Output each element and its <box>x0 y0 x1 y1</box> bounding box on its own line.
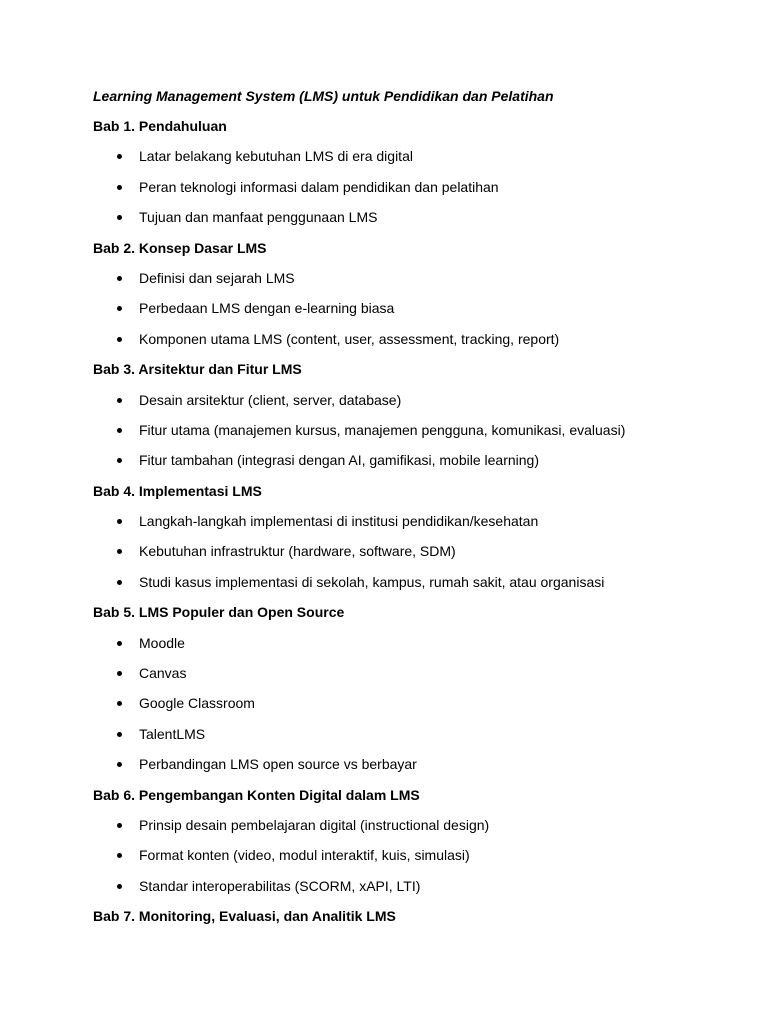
chapter-2 <box>93 238 713 349</box>
list-item-text: Kebutuhan infrastruktur (hardware, software, SDM) <box>139 543 456 560</box>
list-item <box>93 450 713 470</box>
list-item <box>93 876 713 896</box>
bullet-icon <box>117 306 122 311</box>
list-item-text: Komponen utama LMS (content, user, assessment, tracking, report) <box>139 330 560 347</box>
list-item-text: Fitur tambahan (integrasi dengan AI, gamifikasi, mobile learning) <box>139 452 539 469</box>
list-item <box>93 754 713 774</box>
list-item-text: Google Classroom <box>139 695 255 712</box>
chapter-7 <box>93 906 713 926</box>
list-item-text: TalentLMS <box>139 725 206 742</box>
bullet-icon <box>117 458 122 463</box>
bullet-icon <box>117 398 122 403</box>
chapter-item-list <box>93 511 713 592</box>
list-item <box>93 177 713 197</box>
bullet-icon <box>117 732 122 737</box>
list-item-text: Moodle <box>139 634 185 651</box>
bullet-icon <box>117 580 122 585</box>
document-title: Learning Management System (LMS) untuk Pendidikan dan Pelatihan <box>93 88 554 104</box>
list-item-text: Standar interoperabilitas (SCORM, xAPI, LTI) <box>139 877 421 894</box>
chapter-item-list <box>93 815 713 896</box>
bullet-icon <box>117 884 122 889</box>
list-item <box>93 663 713 683</box>
chapter-heading: Bab 2. Konsep Dasar LMS <box>93 239 267 256</box>
list-item-text: Canvas <box>139 665 187 682</box>
bullet-icon <box>117 823 122 828</box>
list-item-text: Format konten (video, modul interaktif, kuis, simulasi) <box>139 847 470 864</box>
chapter-item-list <box>93 390 713 471</box>
chapter-heading: Bab 5. LMS Populer dan Open Source <box>93 604 345 621</box>
bullet-icon <box>117 671 122 676</box>
list-item <box>93 207 713 227</box>
list-item <box>93 268 713 288</box>
list-item <box>93 845 713 865</box>
list-item <box>93 724 713 744</box>
list-item-text: Peran teknologi informasi dalam pendidikan dan pelatihan <box>139 178 499 195</box>
list-item-text: Prinsip desain pembelajaran digital (instructional design) <box>139 816 490 833</box>
list-item <box>93 633 713 653</box>
bullet-icon <box>117 185 122 190</box>
chapter-5 <box>93 602 713 774</box>
chapter-heading: Bab 6. Pengembangan Konten Digital dalam LMS <box>93 786 420 803</box>
list-item <box>93 541 713 561</box>
list-item <box>93 511 713 531</box>
document-content <box>93 86 713 937</box>
bullet-icon <box>117 154 122 159</box>
bullet-icon <box>117 762 122 767</box>
bullet-icon <box>117 641 122 646</box>
list-item-text: Fitur utama (manajemen kursus, manajemen pengguna, komunikasi, evaluasi) <box>139 421 626 438</box>
chapter-item-list <box>93 633 713 775</box>
list-item <box>93 329 713 349</box>
bullet-icon <box>117 276 122 281</box>
list-item-text: Tujuan dan manfaat penggunaan LMS <box>139 209 378 226</box>
chapter-3 <box>93 359 713 470</box>
list-item <box>93 420 713 440</box>
chapter-item-list <box>93 268 713 349</box>
bullet-icon <box>117 519 122 524</box>
list-item <box>93 298 713 318</box>
chapter-heading: Bab 4. Implementasi LMS <box>93 482 262 499</box>
chapter-4 <box>93 481 713 592</box>
list-item-text: Perbandingan LMS open source vs berbayar <box>139 756 417 773</box>
chapter-heading: Bab 7. Monitoring, Evaluasi, dan Analitik LMS <box>93 908 396 925</box>
list-item <box>93 693 713 713</box>
list-item <box>93 146 713 166</box>
chapter-heading: Bab 3. Arsitektur dan Fitur LMS <box>93 361 302 378</box>
bullet-icon <box>117 428 122 433</box>
list-item-text: Langkah-langkah implementasi di institusi pendidikan/kesehatan <box>139 513 539 530</box>
bullet-icon <box>117 549 122 554</box>
bullet-icon <box>117 701 122 706</box>
chapter-1 <box>93 116 713 227</box>
bullet-icon <box>117 337 122 342</box>
list-item-text: Studi kasus implementasi di sekolah, kampus, rumah sakit, atau organisasi <box>139 573 605 590</box>
list-item <box>93 572 713 592</box>
bullet-icon <box>117 853 122 858</box>
list-item-text: Perbedaan LMS dengan e-learning biasa <box>139 300 395 317</box>
chapter-item-list <box>93 146 713 227</box>
list-item-text: Desain arsitektur (client, server, database) <box>139 391 402 408</box>
bullet-icon <box>117 215 122 220</box>
list-item-text: Definisi dan sejarah LMS <box>139 269 295 286</box>
list-item <box>93 815 713 835</box>
chapter-6 <box>93 785 713 896</box>
chapter-heading: Bab 1. Pendahuluan <box>93 118 227 134</box>
list-item <box>93 390 713 410</box>
list-item-text: Latar belakang kebutuhan LMS di era digital <box>139 148 413 165</box>
